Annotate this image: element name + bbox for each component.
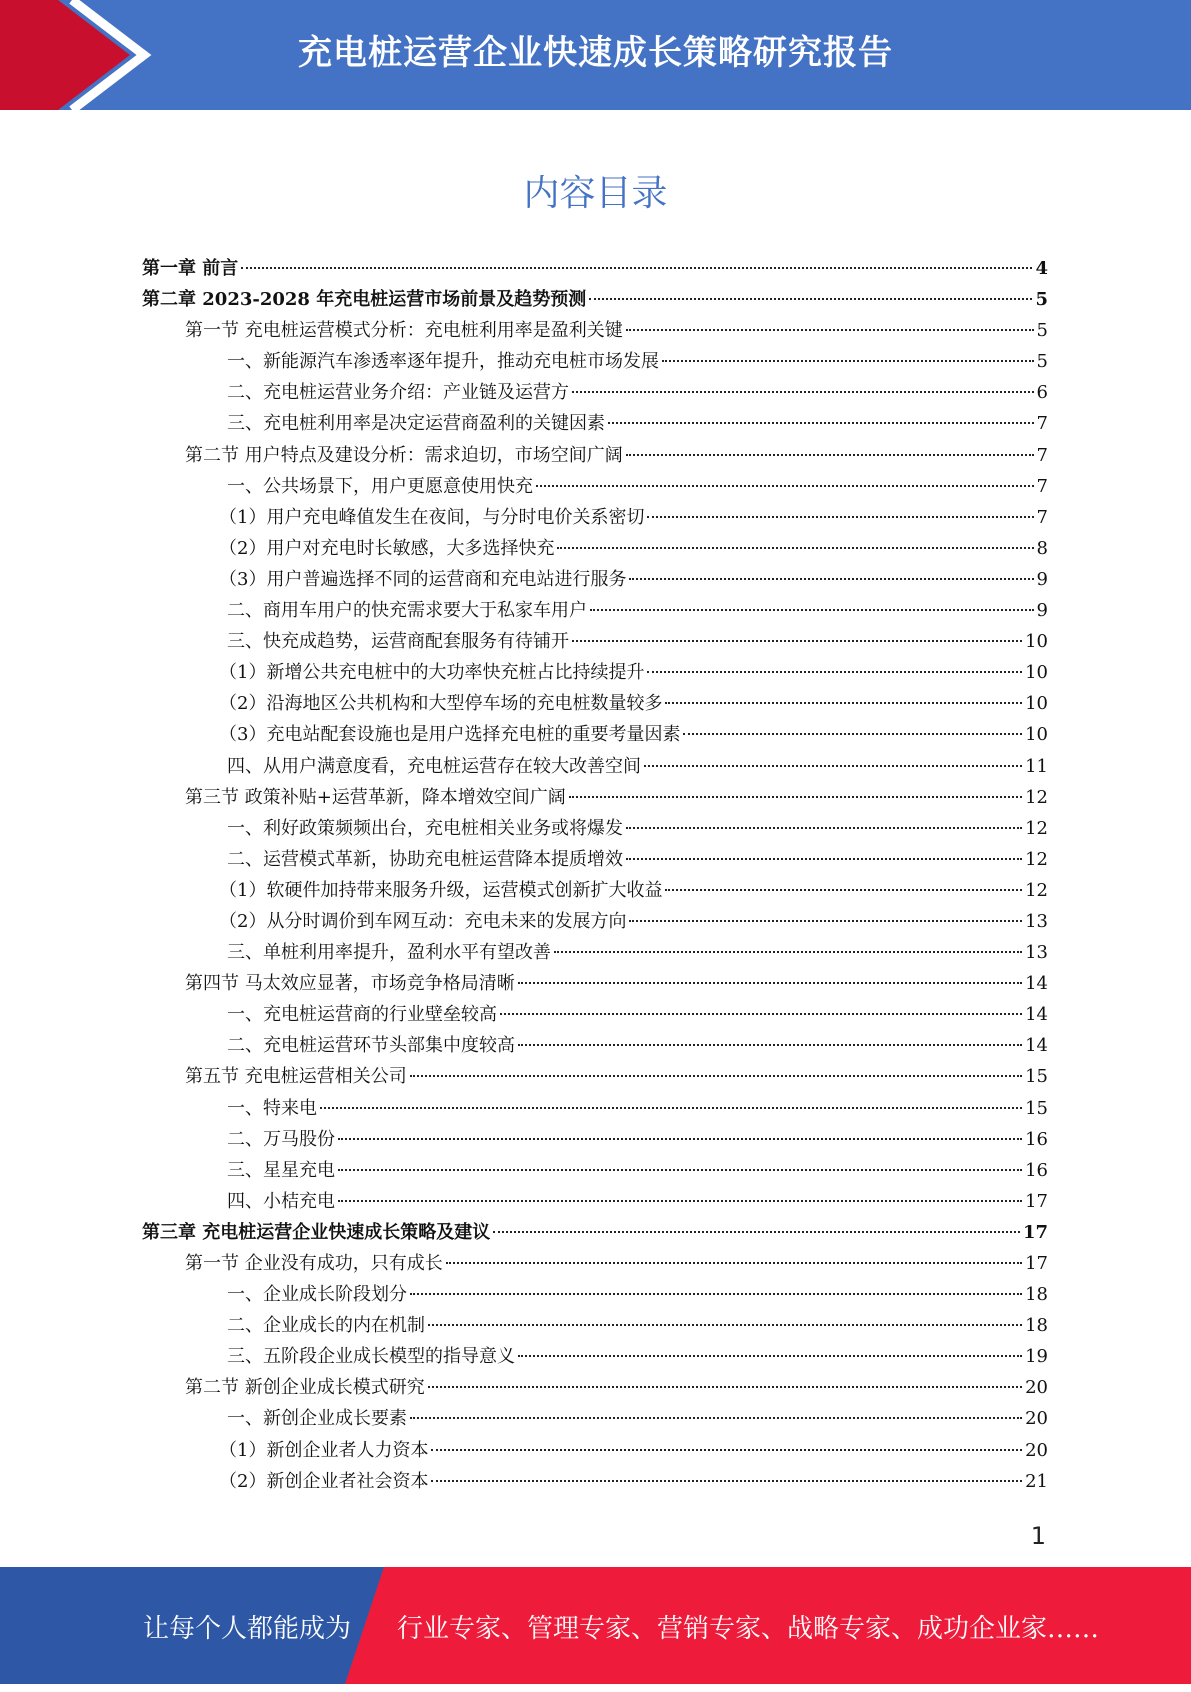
toc-entry-page: 12 <box>1025 848 1048 870</box>
toc-entry-text: （3）充电站配套设施也是用户选择充电桩的重要考量因素 <box>219 724 681 746</box>
toc-leader-dots <box>629 920 1022 922</box>
toc-entry-page: 10 <box>1025 631 1048 653</box>
toc-entry[interactable] <box>142 1125 1048 1156</box>
toc-entry-text: 二、充电桩运营环节头部集中度较高 <box>227 1035 515 1057</box>
header-banner <box>0 0 1191 110</box>
toc-entry[interactable] <box>142 316 1048 347</box>
toc-entry-page: 14 <box>1025 973 1048 995</box>
toc-entry-text: （2）沿海地区公共机构和大型停车场的充电桩数量较多 <box>219 693 663 715</box>
toc-entry-text: 二、商用车用户的快充需求要大于私家车用户 <box>227 600 587 622</box>
toc-leader-dots <box>626 329 1034 331</box>
toc-leader-dots <box>410 1417 1022 1419</box>
toc-entry[interactable] <box>142 472 1048 503</box>
toc-entry[interactable] <box>142 347 1048 378</box>
toc-leader-dots <box>644 765 1022 767</box>
toc-entry-text: 二、企业成长的内在机制 <box>227 1315 425 1337</box>
toc-leader-dots <box>683 733 1022 735</box>
toc-entry-text: 三、五阶段企业成长模型的指导意义 <box>227 1346 515 1368</box>
toc-entry[interactable] <box>142 285 1048 316</box>
toc-entry-page: 17 <box>1022 1221 1048 1243</box>
toc-entry[interactable] <box>134 534 1048 565</box>
toc-leader-dots <box>626 858 1022 860</box>
toc-entry[interactable] <box>142 1156 1048 1187</box>
table-of-contents <box>142 254 1048 1498</box>
toc-entry[interactable] <box>142 1249 1048 1280</box>
toc-entry[interactable] <box>142 1094 1048 1125</box>
toc-entry[interactable] <box>142 845 1048 876</box>
toc-entry-page: 14 <box>1025 1004 1048 1026</box>
toc-entry-page: 21 <box>1025 1470 1048 1492</box>
toc-leader-dots <box>338 1138 1022 1140</box>
toc-entry-page: 18 <box>1025 1315 1048 1337</box>
toc-entry-text: 一、企业成长阶段划分 <box>227 1284 407 1306</box>
toc-entry-text: 一、新创企业成长要素 <box>227 1408 407 1430</box>
toc-entry-page: 7 <box>1036 413 1048 435</box>
toc-entry-text: 第二节 新创企业成长模式研究 <box>185 1377 425 1399</box>
toc-entry-text: 二、万马股份 <box>227 1128 335 1150</box>
toc-entry-page: 17 <box>1025 1253 1048 1274</box>
toc-leader-dots <box>428 1386 1022 1388</box>
toc-leader-dots <box>536 485 1034 487</box>
toc-entry[interactable] <box>134 1467 1048 1498</box>
toc-leader-dots <box>518 1355 1022 1357</box>
toc-leader-dots <box>590 609 1034 611</box>
toc-entry-text: 三、充电桩利用率是决定运营商盈利的关键因素 <box>227 413 605 435</box>
toc-entry-page: 16 <box>1025 1128 1048 1150</box>
toc-entry-text: 第五节 充电桩运营相关公司 <box>185 1066 407 1088</box>
toc-entry[interactable] <box>142 1062 1048 1093</box>
toc-entry-page: 13 <box>1025 910 1048 932</box>
toc-leader-dots <box>518 982 1022 984</box>
toc-leader-dots <box>665 702 1022 704</box>
toc-entry[interactable] <box>142 1311 1048 1342</box>
toc-entry[interactable] <box>142 1342 1048 1373</box>
toc-entry-text: 三、星星充电 <box>227 1159 335 1181</box>
toc-entry-page: 15 <box>1025 1066 1048 1088</box>
toc-entry-text: 第一章 前言 <box>142 258 239 279</box>
toc-entry[interactable] <box>142 783 1048 814</box>
toc-entry-page: 9 <box>1036 600 1048 622</box>
toc-leader-dots <box>626 454 1034 456</box>
toc-entry-page: 11 <box>1025 755 1048 777</box>
toc-entry-text: 第三章 充电桩运营企业快速成长策略及建议 <box>142 1221 491 1243</box>
toc-leader-dots <box>647 671 1022 673</box>
toc-entry-page: 15 <box>1025 1097 1048 1119</box>
toc-entry[interactable] <box>142 814 1048 845</box>
toc-leader-dots <box>572 391 1034 393</box>
toc-entry-page: 7 <box>1036 475 1048 497</box>
toc-leader-dots <box>493 1231 1020 1233</box>
toc-entry-text: 第四节 马太效应显著，市场竞争格局清晰 <box>185 973 515 995</box>
report-title: 充电桩运营企业快速成长策略研究报告 <box>298 33 893 73</box>
toc-entry-text: 四、从用户满意度看，充电桩运营存在较大改善空间 <box>227 755 641 777</box>
toc-leader-dots <box>572 640 1022 642</box>
toc-entry[interactable] <box>134 503 1048 534</box>
toc-entry[interactable] <box>142 627 1048 658</box>
toc-entry-page: 5 <box>1036 351 1048 373</box>
toc-leader-dots <box>338 1169 1022 1171</box>
toc-entry-page: 7 <box>1036 506 1048 528</box>
toc-entry-page: 8 <box>1036 537 1048 559</box>
toc-leader-dots <box>569 796 1022 798</box>
toc-entry[interactable] <box>134 565 1048 596</box>
toc-entry-page: 12 <box>1025 786 1048 808</box>
toc-entry-page: 6 <box>1036 382 1048 404</box>
toc-entry[interactable] <box>142 1218 1048 1249</box>
toc-entry-text: （1）用户充电峰值发生在夜间，与分时电价关系密切 <box>219 506 645 528</box>
toc-entry-page: 12 <box>1025 879 1048 901</box>
toc-entry[interactable] <box>142 1000 1048 1031</box>
toc-entry-page: 12 <box>1025 817 1048 839</box>
toc-leader-dots <box>410 1075 1022 1077</box>
footer-slogan-right: 行业专家、管理专家、营销专家、战略专家、成功企业家…… <box>397 1614 1100 1644</box>
toc-leader-dots <box>431 1480 1022 1482</box>
toc-entry[interactable] <box>142 969 1048 1000</box>
toc-entry[interactable] <box>142 1031 1048 1062</box>
toc-entry[interactable] <box>134 658 1048 689</box>
toc-entry[interactable] <box>134 876 1048 907</box>
toc-entry-text: 二、运营模式革新，协助充电桩运营降本提质增效 <box>227 848 623 870</box>
toc-entry-page: 20 <box>1025 1439 1048 1461</box>
toc-entry-page: 10 <box>1025 724 1048 746</box>
toc-entry-page: 7 <box>1036 444 1048 466</box>
toc-entry-page: 20 <box>1025 1377 1048 1399</box>
toc-entry[interactable] <box>142 596 1048 627</box>
toc-entry-page: 17 <box>1025 1190 1048 1212</box>
toc-leader-dots <box>608 422 1034 424</box>
toc-entry-page: 4 <box>1035 258 1048 279</box>
toc-entry[interactable] <box>134 1436 1048 1467</box>
toc-entry-text: 第三节 政策补贴+运营革新，降本增效空间广阔 <box>185 786 566 808</box>
toc-entry-text: （2）用户对充电时长敏感，大多选择快充 <box>219 537 555 559</box>
toc-entry-text: 第二节 用户特点及建设分析：需求迫切，市场空间广阔 <box>185 444 623 466</box>
toc-entry[interactable] <box>142 1404 1048 1435</box>
toc-leader-dots <box>554 951 1022 953</box>
toc-entry-text: 一、充电桩运营商的行业壁垒较高 <box>227 1004 497 1026</box>
toc-entry-text: （1）新增公共充电桩中的大功率快充桩占比持续提升 <box>219 662 645 684</box>
toc-entry-text: 一、利好政策频频出台，充电桩相关业务或将爆发 <box>227 817 623 839</box>
toc-entry[interactable] <box>142 409 1048 440</box>
toc-leader-dots <box>320 1107 1022 1109</box>
toc-entry[interactable] <box>142 254 1048 285</box>
toc-entry-page: 14 <box>1025 1035 1048 1057</box>
toc-entry-text: （2）新创企业者社会资本 <box>219 1470 429 1492</box>
footer-banner <box>0 1567 1191 1684</box>
toc-leader-dots <box>557 547 1033 549</box>
toc-leader-dots <box>410 1293 1022 1295</box>
toc-entry-page: 10 <box>1025 693 1048 715</box>
toc-entry-text: （3）用户普遍选择不同的运营商和充电站进行服务 <box>219 568 627 590</box>
toc-entry-text: 第二章 2023-2028 年充电桩运营市场前景及趋势预测 <box>142 289 587 311</box>
toc-entry-page: 20 <box>1025 1408 1048 1430</box>
toc-entry-text: 三、快充成趋势，运营商配套服务有待铺开 <box>227 631 569 653</box>
toc-entry[interactable] <box>142 938 1048 969</box>
toc-entry[interactable] <box>134 720 1048 751</box>
footer-slogan-left: 让每个人都能成为 <box>143 1614 352 1644</box>
toc-entry[interactable] <box>142 1280 1048 1311</box>
toc-entry[interactable] <box>134 689 1048 720</box>
toc-leader-dots <box>446 1262 1022 1264</box>
toc-leader-dots <box>431 1449 1022 1451</box>
toc-entry[interactable] <box>142 1373 1048 1404</box>
toc-entry-text: 第一节 企业没有成功，只有成长 <box>185 1253 443 1274</box>
page-number: 1 <box>1030 1522 1046 1550</box>
toc-leader-dots <box>338 1200 1022 1202</box>
toc-leader-dots <box>647 516 1033 518</box>
toc-entry-page: 9 <box>1036 568 1048 590</box>
toc-leader-dots <box>428 1324 1022 1326</box>
toc-entry[interactable] <box>142 752 1048 783</box>
toc-entry-page: 5 <box>1036 320 1048 342</box>
toc-entry-text: 一、新能源汽车渗透率逐年提升，推动充电桩市场发展 <box>227 351 659 373</box>
toc-leader-dots <box>500 1013 1022 1015</box>
toc-leader-dots <box>629 578 1033 580</box>
toc-leader-dots <box>241 267 1032 269</box>
toc-entry[interactable] <box>142 378 1048 409</box>
toc-entry-text: （1）新创企业者人力资本 <box>219 1439 429 1461</box>
toc-entry[interactable] <box>134 907 1048 938</box>
toc-entry-text: 一、特来电 <box>227 1097 317 1119</box>
toc-leader-dots <box>665 889 1022 891</box>
toc-leader-dots <box>626 827 1022 829</box>
toc-leader-dots <box>589 298 1032 300</box>
toc-heading: 内容目录 <box>523 173 668 214</box>
toc-entry-text: 四、小桔充电 <box>227 1190 335 1212</box>
toc-entry-text: 三、单桩利用率提升，盈利水平有望改善 <box>227 942 551 964</box>
toc-leader-dots <box>518 1044 1022 1046</box>
toc-entry-text: 第一节 充电桩运营模式分析：充电桩利用率是盈利关键 <box>185 320 623 342</box>
toc-entry-page: 5 <box>1035 289 1048 311</box>
toc-entry-page: 10 <box>1025 662 1048 684</box>
toc-leader-dots <box>662 360 1034 362</box>
toc-entry-text: （1）软硬件加持带来服务升级，运营模式创新扩大收益 <box>219 879 663 901</box>
toc-entry-page: 18 <box>1025 1284 1048 1306</box>
toc-entry-page: 16 <box>1025 1159 1048 1181</box>
toc-entry-text: 一、公共场景下，用户更愿意使用快充 <box>227 475 533 497</box>
toc-entry-page: 19 <box>1025 1346 1048 1368</box>
toc-entry-text: （2）从分时调价到车网互动：充电未来的发展方向 <box>219 910 627 932</box>
toc-entry[interactable] <box>142 1187 1048 1218</box>
toc-entry-text: 二、充电桩运营业务介绍：产业链及运营方 <box>227 382 569 404</box>
toc-entry-page: 13 <box>1025 942 1048 964</box>
toc-entry[interactable] <box>142 441 1048 472</box>
